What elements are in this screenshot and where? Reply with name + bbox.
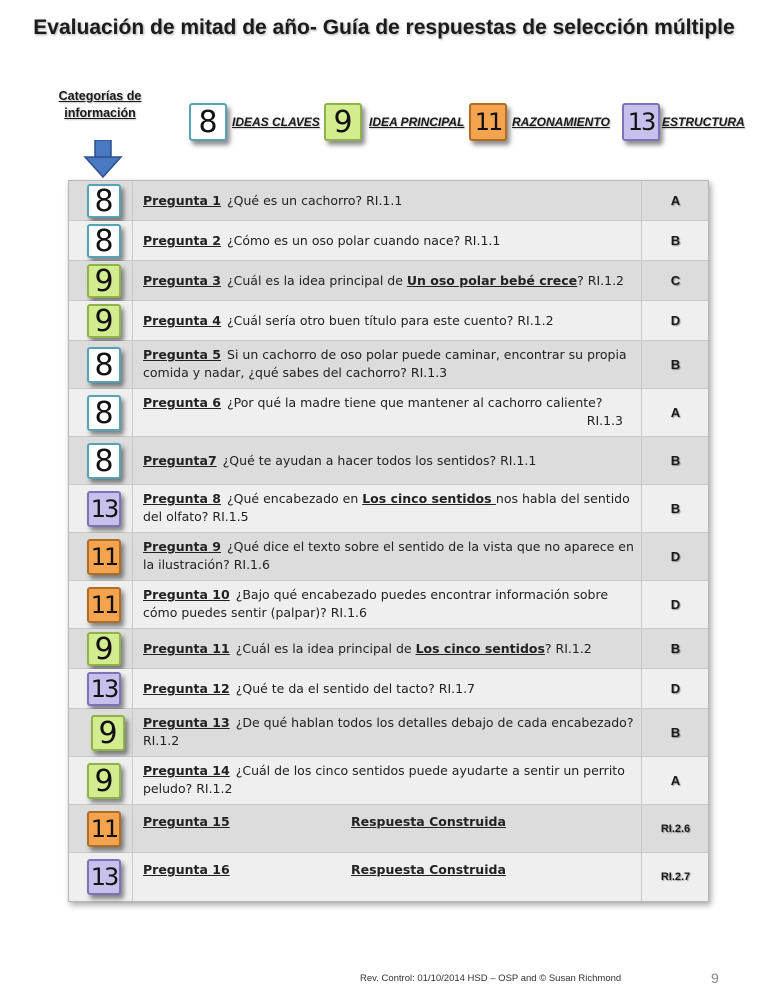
category-8-icon: 8 — [87, 347, 121, 383]
standard-code: RI.1.3 — [586, 413, 623, 428]
legend-label: ESTRUCTURA — [662, 115, 745, 129]
category-cell — [69, 709, 133, 756]
table-row — [69, 629, 708, 669]
answer-value: A — [670, 773, 681, 788]
table-row — [69, 221, 708, 261]
question-label: Pregunta 4 — [143, 313, 222, 328]
table-row — [69, 581, 708, 629]
question-label: Pregunta 2 — [143, 233, 222, 248]
question-label: Pregunta 1 — [143, 193, 222, 208]
category-8-icon: 8 — [87, 395, 121, 431]
category-9-icon: 9 — [87, 763, 121, 799]
question-label: Pregunta 6 — [143, 395, 222, 410]
answer-cell — [641, 853, 708, 901]
category-8-icon: 8 — [87, 184, 121, 218]
category-13-icon: 13 — [87, 859, 121, 895]
question-text: Pregunta7 ¿Qué te ayudan a hacer todos los sentidos? RI.1.1 — [143, 453, 537, 468]
table-row — [69, 533, 708, 581]
answer-cell — [641, 485, 708, 532]
question-text: Pregunta 8 ¿Qué encabezado en Los cinco sentidos nos habla del sentido del olfato? RI.1.5 — [143, 491, 630, 524]
question-text — [143, 861, 639, 879]
question-text: Pregunta 13 ¿De qué hablan todos los detalles debajo de cada encabezado? RI.1.2 — [143, 715, 634, 748]
table-row — [69, 669, 708, 709]
category-cell — [69, 533, 133, 580]
category-cell — [69, 341, 133, 388]
category-cell — [69, 853, 133, 901]
constructed-response: Respuesta Construida — [351, 862, 506, 877]
answer-cell — [641, 805, 708, 852]
answer-cell — [641, 669, 708, 708]
category-cell — [69, 757, 133, 804]
question-label: Pregunta 15 — [143, 814, 230, 829]
answer-value: A — [670, 405, 681, 420]
table-row — [69, 389, 708, 437]
answer-value: D — [670, 681, 681, 696]
answer-cell — [641, 181, 708, 220]
category-9-icon: 9 — [87, 264, 121, 298]
question-label: Pregunta 3 — [143, 273, 222, 288]
question-label: Pregunta 8 — [143, 491, 222, 506]
question-text: Pregunta 2 ¿Cómo es un oso polar cuando nace? RI.1.1 — [143, 233, 501, 248]
question-label: Pregunta 13 — [143, 715, 230, 730]
answer-cell — [641, 301, 708, 340]
answer-value: A — [670, 193, 681, 208]
category-9-icon: 9 — [87, 632, 121, 666]
categories-label — [40, 88, 160, 122]
category-13-icon: 13 — [87, 672, 121, 706]
down-arrow-icon — [83, 140, 123, 178]
categories-label-line1: Categorías de — [58, 89, 142, 103]
answer-value: C — [670, 273, 681, 288]
category-cell — [69, 485, 133, 532]
answer-value: B — [670, 641, 681, 656]
legend-label: IDEAS CLAVES — [232, 115, 320, 129]
answer-value: D — [670, 597, 681, 612]
answer-table — [68, 180, 709, 902]
answer-value: RI.2.6 — [660, 823, 691, 835]
question-label: Pregunta7 — [143, 453, 217, 468]
footer-text: Rev. Control: 01/10/2014 HSD – OSP and © Susan Richmond — [360, 973, 622, 984]
answer-value: B — [670, 725, 681, 740]
table-row — [69, 853, 708, 901]
answer-value: D — [670, 313, 681, 328]
question-label: Pregunta 10 — [143, 587, 230, 602]
category-cell — [69, 437, 133, 484]
answer-cell — [641, 341, 708, 388]
category-8-icon: 8 — [189, 103, 227, 141]
table-row — [69, 181, 708, 221]
question-text: Pregunta 12 ¿Qué te da el sentido del tacto? RI.1.7 — [143, 681, 475, 696]
page-title: Evaluación de mitad de año- Guía de respuestas de selección múltiple — [33, 16, 735, 39]
category-9-icon: 9 — [324, 103, 362, 141]
table-row — [69, 709, 708, 757]
question-label: Pregunta 14 — [143, 763, 230, 778]
category-8-icon: 8 — [87, 224, 121, 258]
table-row — [69, 261, 708, 301]
answer-cell — [641, 709, 708, 756]
question-text: Pregunta 9 ¿Qué dice el texto sobre el sentido de la vista que no aparece en la ilustración? RI.1.6 — [143, 539, 634, 572]
answer-value: B — [670, 357, 681, 372]
categories-label-line2: información — [64, 106, 136, 120]
category-13-icon: 13 — [622, 103, 660, 141]
answer-value: D — [670, 549, 681, 564]
answer-cell — [641, 437, 708, 484]
category-cell — [69, 805, 133, 852]
table-row — [69, 437, 708, 485]
page-number: 9 — [711, 970, 719, 986]
category-11-icon: 11 — [87, 811, 121, 847]
question-text: Pregunta 14 ¿Cuál de los cinco sentidos puede ayudarte a sentir un perrito peludo? RI.1.2 — [143, 763, 625, 796]
answer-value: RI.2.7 — [660, 871, 691, 883]
answer-value: B — [670, 453, 681, 468]
answer-cell — [641, 757, 708, 804]
question-text — [143, 813, 639, 831]
question-text: Pregunta 4 ¿Cuál sería otro buen título para este cuento? RI.1.2 — [143, 313, 554, 328]
constructed-response: Respuesta Construida — [351, 814, 506, 829]
table-row — [69, 805, 708, 853]
category-11-icon: 11 — [469, 103, 507, 141]
category-cell — [69, 181, 133, 220]
category-13-icon: 13 — [87, 491, 121, 527]
table-row — [69, 341, 708, 389]
table-row — [69, 757, 708, 805]
question-text: Pregunta 6 ¿Por qué la madre tiene que mantener al cachorro caliente? RI.1.3 — [143, 394, 639, 430]
question-label: Pregunta 16 — [143, 862, 230, 877]
answer-cell — [641, 389, 708, 436]
answer-cell — [641, 533, 708, 580]
question-text: Pregunta 10 ¿Bajo qué encabezado puedes encontrar información sobre cómo puedes sentir (palpar)? RI.1.6 — [143, 587, 609, 620]
answer-cell — [641, 629, 708, 668]
category-11-icon: 11 — [87, 539, 121, 575]
answer-cell — [641, 221, 708, 260]
category-cell — [69, 301, 133, 340]
category-cell — [69, 669, 133, 708]
question-text: Pregunta 11 ¿Cuál es la idea principal de Los cinco sentidos? RI.1.2 — [143, 641, 592, 656]
answer-cell — [641, 261, 708, 300]
answer-cell — [641, 581, 708, 628]
table-row — [69, 301, 708, 341]
answer-value: B — [670, 233, 681, 248]
category-8-icon: 8 — [87, 443, 121, 479]
legend-label: RAZONAMIENTO — [512, 115, 610, 129]
category-9-icon: 9 — [91, 715, 125, 751]
question-label: Pregunta 5 — [143, 347, 222, 362]
category-cell — [69, 261, 133, 300]
category-9-icon: 9 — [87, 304, 121, 338]
answer-value: B — [670, 501, 681, 516]
legend-label: IDEA PRINCIPAL — [369, 115, 465, 129]
question-label: Pregunta 11 — [143, 641, 230, 656]
table-row — [69, 485, 708, 533]
category-cell — [69, 389, 133, 436]
category-cell — [69, 629, 133, 668]
category-cell — [69, 221, 133, 260]
category-11-icon: 11 — [87, 587, 121, 623]
question-label: Pregunta 9 — [143, 539, 222, 554]
question-text: Pregunta 3 ¿Cuál es la idea principal de Un oso polar bebé crece? RI.1.2 — [143, 273, 625, 288]
question-label: Pregunta 12 — [143, 681, 230, 696]
question-text: Pregunta 1 ¿Qué es un cachorro? RI.1.1 — [143, 193, 403, 208]
category-cell — [69, 581, 133, 628]
question-text: Pregunta 5 Si un cachorro de oso polar puede caminar, encontrar su propia comida y nadar, ¿qué sabes del cachorro? RI.1.3 — [143, 347, 627, 380]
